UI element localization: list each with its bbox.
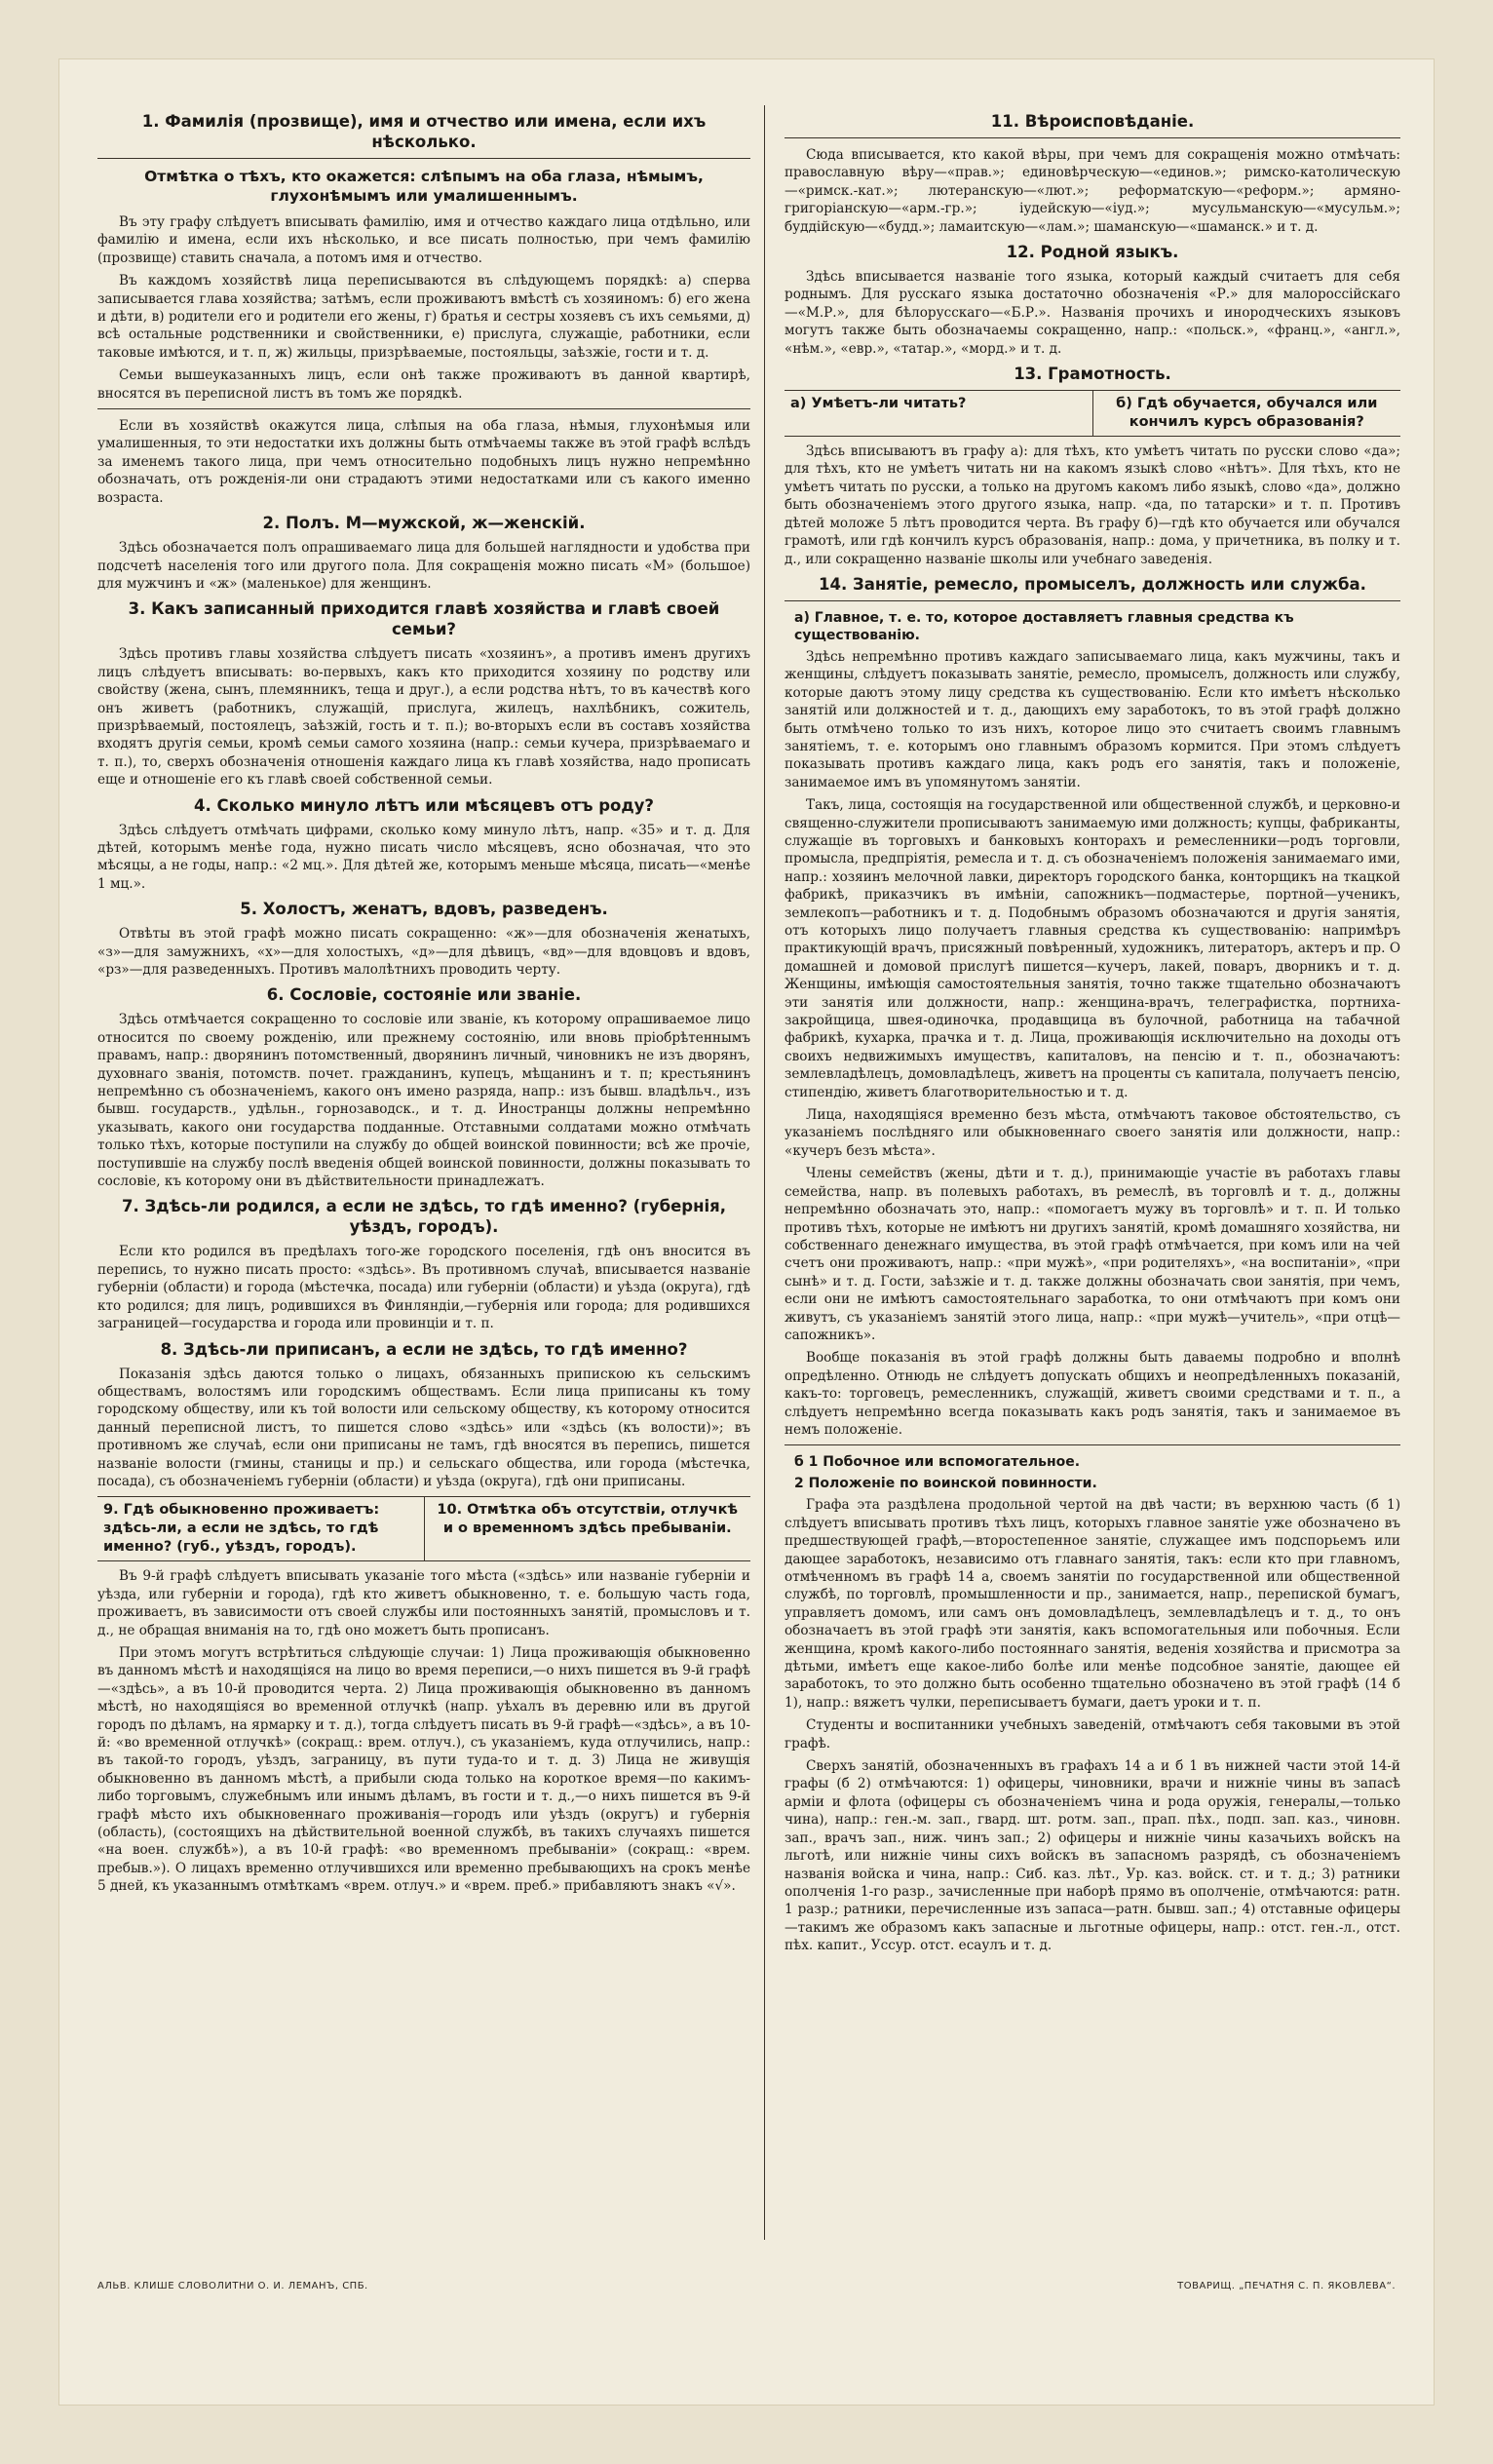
section-13-heading: 13. Грамотность. bbox=[1014, 365, 1171, 384]
paragraph: При этомъ могутъ встрѣтиться слѣдующіе случаи: 1) Лица проживающія обыкновенно въ данномъ мѣстѣ и находящіяся на лицо во время переписи,—о нихъ пишется въ 9-й графѣ—«здѣсь», а въ 10-й проводится черта. 2) Лица проживающія обыкновенно въ данномъ мѣстѣ, но находящіяся во временной отлучкѣ (напр. уѣхалъ въ деревню или въ другой городъ по дѣламъ, на ярмарку и т. д.), тогда слѣдуетъ писать въ 9-й графѣ—«здѣсь», а въ 10-й: «во временной отлучкѣ» (сокращ.: врем. отлуч.), съ указаніемъ, куда отлучились, напр.: въ такой-то городъ, уѣздъ, заграницу, въ пути туда-то и т. д. 3) Лица не живущія обыкновенно въ данномъ мѣстѣ, а прибыли сюда только на короткое время—по какимъ-либо торговымъ, служебнымъ или инымъ дѣламъ, въ гости и т. д.,—о нихъ пишется въ 9-й графѣ мѣсто ихъ обыкновеннаго проживанія—городъ или уѣздъ (округъ) и губернія (область), (состоящихъ на дѣйствительной военной службѣ, въ такихъ случаяхъ пишется «на воен. службѣ»), а въ 10-й графѣ: «во временномъ пребываніи» (сокращ.: «врем. пребыв.»). О лицахъ временно отлучившихся или временно пребывающихъ на срокъ менѣе 5 дней, къ указаннымъ отмѣткамъ «врем. отлуч.» и «врем. преб.» прибавляютъ знакъ «√». bbox=[97, 1644, 750, 1895]
section-13-columns bbox=[785, 390, 1400, 437]
section-5-heading: 5. Холостъ, женатъ, вдовъ, разведенъ. bbox=[240, 900, 608, 919]
paragraph: Такъ, лица, состоящія на государственной или общественной службѣ, и церковно-и священно-служители прописываютъ занимаемую ими должность; купцы, фабриканты, служащіе въ торговыхъ и банковыхъ конторахъ и ремесленники—родъ торговли, промысла, предпріятія, ремесла и т. д. съ обозначеніемъ положенія занимаемаго ими, напр.: хозяинъ мелочной лавки, директоръ городского банка, конторщикъ на ткацкой фабрикѣ, приказчикъ въ имѣніи, сапожникъ—подмастерье, портной—ученикъ, землекопъ—работникъ и т. д. Подобнымъ образомъ обозначаются и другія занятія, отъ которыхъ лицо получаетъ главныя средства къ существованію: напримѣръ практикующій врачъ, присяжный повѣренный, художникъ, литераторъ, актеръ и пр. О домашней и домовой прислугѣ пишется—кучеръ, лакей, поваръ, дворникъ и т. д. Женщины, имѣющія самостоятельныя занятія, точно также тщательно обозначаютъ эти занятія или должности, напр.: женщина-врачъ, телеграфистка, портниха-закройщица, швея-одиночка, продавщица въ булочной, работница на табачной фабрикѣ, кухарка, прачка и т. д. Лица, проживающія исключительно на доходы отъ своихъ недвижимыхъ имуществъ, капиталовъ, на пенсію и т. п., обозначаютъ: землевладѣлецъ, домовладѣлецъ, живетъ на проценты съ капитала, получаетъ пенсію, стипендію, живетъ благотворительностью и т. д. bbox=[785, 797, 1400, 1100]
right-column bbox=[785, 105, 1400, 2240]
paragraph: Здѣсь отмѣчается сокращенно то сословіе или званіе, къ которому опрашиваемое лицо относится по своему рожденію, или прежнему состоянію, или вновь пріобрѣтеннымъ правамъ, напр.: дворянинъ потомственный, дворянинъ личный, чиновникъ не изъ дворянъ, духовнаго званія, потомств. почет. гражданинъ, купецъ, мѣщанинъ и т. п; крестьянинъ непремѣнно съ обозначеніемъ, какого онъ имено разряда, напр.: изъ бывш. владѣльч., изъ бывш. государств., удѣльн., горнозаводск., и т. д. Иностранцы должны непремѣнно указывать, какого они государства подданные. Отставными солдатами можно отмѣчать только тѣхъ, которые поступили на службу до общей воинской повинности; всѣ же прочіе, поступившіе на службу послѣ введенія общей воинской повинности, должны показывать то сословіе, къ которому они въ дѣйствительности принадлежатъ. bbox=[97, 1012, 750, 1190]
section-7-heading: 7. Здѣсь-ли родился, а если не здѣсь, то гдѣ именно? (губернія, уѣздъ, городъ). bbox=[121, 1197, 727, 1237]
paragraph: Въ эту графу слѣдуетъ вписывать фамилію, имя и отчество каждаго лица отдѣльно, или фамилію и имена, если ихъ нѣсколько, и все писать полностью, при чемъ фамилію (прозвище) ставить сначала, а потомъ имя и отчество. bbox=[97, 214, 750, 266]
left-column bbox=[97, 105, 750, 2240]
divider bbox=[97, 158, 750, 159]
section-14-heading: 14. Занятіе, ремесло, промыселъ, должность или служба. bbox=[819, 574, 1366, 594]
section-2-heading: 2. Полъ. М—мужской, ж—женскій. bbox=[262, 514, 586, 533]
section-1-heading: 1. Фамилія (прозвище), имя и отчество или имена, если ихъ нѣсколько. bbox=[141, 112, 707, 151]
paragraph: Если кто родился въ предѣлахъ того-же городского поселенія, гдѣ онъ вносится въ перепись, то нужно писать просто: «здѣсь». Въ противномъ случаѣ, вписывается названіе губерніи (области) и города (мѣстечка, посада) или губерніи (области) и уѣзда (округа), гдѣ кто родился; для лицъ, родившихся въ Финляндіи,—губернія или города; для родившихся заграницей—государства и города или провинціи и т. п. bbox=[97, 1244, 750, 1332]
paragraph: Лица, находящіяся временно безъ мѣста, отмѣчаютъ таковое обстоятельство, съ указаніемъ послѣдняго или обыкновеннаго своего занятія или должности, напр.: «кучеръ безъ мѣста». bbox=[785, 1107, 1400, 1159]
section-14a-subheading: а) Главное, т. е. то, которое доставляетъ главныя средства къ существованію. bbox=[794, 609, 1294, 643]
paragraph: Показанія здѣсь даются только о лицахъ, обязанныхъ припискою къ сельскимъ обществамъ, волостямъ или городскимъ обществамъ. Если лица приписаны къ тому городскому обществу, или къ той волости или сельскому обществу, къ которому относится данный переписной листъ, то пишется слово «здѣсь» или «здѣсь (къ волости)»; въ противномъ же случаѣ, если они приписаны не тамъ, гдѣ вносятся въ перепись, пишется названіе волости (гмины, станицы и пр.) и сельскаго общества, или города (мѣстечка, посада), съ обозначеніемъ губерніи (области) и уѣзда (округа), гдѣ они приписаны. bbox=[97, 1366, 750, 1489]
section-9-10-heading bbox=[97, 1496, 750, 1561]
section-1-note: Отмѣтка о тѣхъ, кто окажется: слѣпымъ на оба глаза, нѣмымъ, глухонѣмымъ или умалишеннымъ. bbox=[144, 168, 704, 205]
divider bbox=[785, 600, 1400, 601]
paragraph: Студенты и воспитанники учебныхъ заведеній, отмѣчаютъ себя таковыми въ этой графѣ. bbox=[785, 1717, 1400, 1752]
section-8-heading: 8. Здѣсь-ли приписанъ, а если не здѣсь, то гдѣ именно? bbox=[160, 1339, 688, 1359]
section-14b1-label: б 1 Побочное или вспомогательное. bbox=[794, 1454, 1081, 1471]
census-instruction-sheet bbox=[58, 58, 1435, 2406]
section-3-heading: 3. Какъ записанный приходится главѣ хозяйства и главѣ своей семьи? bbox=[128, 599, 720, 639]
paragraph: Въ каждомъ хозяйствѣ лица переписываются въ слѣдующемъ порядкѣ: а) сперва записывается глава хозяйства; затѣмъ, если проживаютъ вмѣстѣ съ хозяиномъ: б) его жена и дѣти, в) родители его и родители его жены, г) братья и сестры хозяевъ съ ихъ семьями, д) всѣ остальные родственники и свойственники, е) прислуга, служащіе, работники, если таковые имѣются, и т. п, ж) жильцы, призрѣваемые, постояльцы, заѣзжіе, гости и т. д. bbox=[97, 273, 750, 361]
section-10-heading: 10. Отмѣтка объ отсутствіи, отлучкѣ и о временномъ здѣсь пребываніи. bbox=[424, 1497, 751, 1560]
paragraph: Отвѣты въ этой графѣ можно писать сокращенно: «ж»—для обозначенія женатыхъ, «з»—для замужнихъ, «х»—для холостыхъ, «д»—для дѣвицъ, «вд»—для вдовцовъ и вдовъ, «рз»—для разведенныхъ. Противъ малолѣтнихъ проводить черту. bbox=[97, 926, 750, 978]
paragraph: Здѣсь слѣдуетъ отмѣчать цифрами, сколько кому минуло лѣтъ, напр. «35» и т. д. Для дѣтей, которымъ менѣе года, нужно писать число мѣсяцевъ, ясно обозначая, что это мѣсяцы, а не годы, напр.: «2 мц.». Для дѣтей же, которымъ меньше мѣсяца, писать—«менѣе 1 мц.». bbox=[97, 822, 750, 892]
divider bbox=[785, 1444, 1400, 1445]
footer-left-imprint: АЛЬВ. КЛИШЕ СЛОВОЛИТНИ О. И. ЛЕМАНЪ, СПБ. bbox=[97, 2281, 368, 2291]
divider bbox=[97, 408, 750, 409]
paragraph: Здѣсь противъ главы хозяйства слѣдуетъ писать «хозяинъ», а противъ именъ другихъ лицъ слѣдуетъ вписывать: во-первыхъ, какъ кто приходится хозяину по родству или свойству (жена, сынъ, племянникъ, теща и друг.), а если родства нѣтъ, то въ качествѣ кого онъ живетъ (работникъ, служащій, прислуга, жилецъ, нахлѣбникъ, сожитель, призрѣваемый, постоялецъ, заѣзжій, гость и т. п.); во-вторыхъ если въ составъ хозяйства входятъ другія семьи, кромѣ семьи самого хозяина (напр.: семьи кучера, призрѣваемаго и т. п.), то, сверхъ обозначенія отношенія каждаго лица къ главѣ хозяйства, надо прописать еще и отношеніе его къ главѣ своей собственной семьи. bbox=[97, 646, 750, 789]
section-14b2-label: 2 Положеніе по воинской повинности. bbox=[794, 1476, 1097, 1492]
paragraph: Въ 9-й графѣ слѣдуетъ вписывать указаніе того мѣста («здѣсь» или названіе губерніи и уѣзда, или губерніи и города), гдѣ кто живетъ обыкновенно, т. е. большую часть года, проживаетъ, въ зависимости отъ своей службы или постоянныхъ занятій, промысловъ и т. д., не обращая вниманія на то, гдѣ оно можетъ быть прописанъ. bbox=[97, 1568, 750, 1638]
paragraph: Здѣсь обозначается полъ опрашиваемаго лица для большей наглядности и удобства при подсчетѣ населенія того или другого пола. Для сокращенія можно писать «М» (большое) для мужчинъ и «ж» (маленькое) для женщинъ. bbox=[97, 540, 750, 592]
paragraph: Здѣсь вписывается названіе того языка, который каждый считаетъ для себя роднымъ. Для русскаго языка достаточно обозначенія «Р.» для малороссійскаго—«М.Р.», для бѣлорусскаго—«Б.Р.». Названія прочихъ и инородческихъ языковъ могутъ также быть обозначаемы сокращенно, напр.: «польск.», «франц.», «англ.», «нѣм.», «евр.», «татар.», «морд.» и т. д. bbox=[785, 269, 1400, 357]
paragraph: Сюда вписывается, кто какой вѣры, при чемъ для сокращенія можно отмѣчать: православную вѣру—«прав.»; единовѣрческую—«единов.»; римско-католическую—«римск.-кат.»; лютеранскую—«лют.»; реформатскую—«реформ.»; армяно-григоріанскую—«арм.-гр.»; іудейскую—«іуд.»; мусульманскую—«мусульм.»; буддійскую—«будд.»; ламаитскую—«лам.»; шаманскую—«шаманск.» и т. д. bbox=[785, 147, 1400, 235]
section-9-heading: 9. Гдѣ обыкновенно проживаетъ: здѣсь-ли, а если не здѣсь, то гдѣ именно? (губ., уѣздъ, городъ). bbox=[103, 1502, 380, 1556]
paragraph: Если въ хозяйствѣ окажутся лица, слѣпыя на оба глаза, нѣмыя, глухонѣмыя или умалишенныя, то эти недостатки ихъ должны быть отмѣчаемы также въ этой графѣ вслѣдъ за именемъ такого лица, при чемъ относительно подобныхъ лицъ нужно непремѣнно обозначать, отъ рожденія-ли они страдаютъ этими недостатками или съ какого именно возраста. bbox=[97, 418, 750, 506]
section-13a-heading: а) Умѣетъ-ли читать? bbox=[790, 396, 967, 412]
section-4-heading: 4. Сколько минуло лѣтъ или мѣсяцевъ отъ роду? bbox=[193, 795, 655, 815]
paragraph: Семьи вышеуказанныхъ лицъ, если онѣ также проживаютъ въ данной квартирѣ, вносятся въ переписной листъ въ томъ же порядкѣ. bbox=[97, 367, 750, 402]
paragraph: Здѣсь вписываютъ въ графу а): для тѣхъ, кто умѣетъ читать по русски слово «да»; для тѣхъ, кто не умѣетъ читать ни на какомъ языкѣ слово «нѣтъ». Для тѣхъ, кто не умѣетъ читать по русски, а только на другомъ какомъ либо языкѣ, слово «да», должно быть обозначеніемъ этого другого языка, напр. «да, по татарски» и т. п. Противъ дѣтей моложе 5 лѣтъ проводится черта. Въ графу б)—гдѣ кто обучается или обучался грамотѣ, или гдѣ кончилъ курсъ образованія, напр.: дома, у причетника, въ полку и т. д., или сокращенно названіе школы или учебнаго заведенія. bbox=[785, 443, 1400, 567]
section-12-heading: 12. Родной языкъ. bbox=[1006, 243, 1179, 262]
divider bbox=[785, 137, 1400, 138]
column-divider bbox=[764, 105, 765, 2240]
paragraph: Вообще показанія въ этой графѣ должны быть даваемы подробно и вполнѣ опредѣленно. Отнюдь не слѣдуетъ допускать общихъ и неопредѣленныхъ показаній, какъ-то: торговецъ, ремесленникъ, служащій, живетъ своими средствами и т. п., а слѣдуетъ непремѣнно всегда показывать какъ родъ занятія, такъ и занимаемое въ немъ положеніе. bbox=[785, 1350, 1400, 1438]
paragraph: Графа эта раздѣлена продольной чертой на двѣ части; въ верхнюю часть (б 1) слѣдуетъ вписывать противъ тѣхъ лицъ, которыхъ главное занятіе уже обозначено въ предшествующей графѣ,—второстепенное занятіе, служащее имъ подспорьемъ или дающее заработокъ, независимо отъ главнаго занятія, такъ: если кто при главномъ, отмѣченномъ въ графѣ 14 а, своемъ занятіи по государственной или общественной службѣ, по торговлѣ, промышленности и пр., занимается, напр., перепиской бумагъ, управляетъ домомъ, или самъ онъ домовладѣлецъ, землевладѣлецъ и т. д., то онъ обозначаетъ въ этой графѣ эти занятія, какъ вспомогательныя или побочныя. Если женщина, кромѣ какого-либо постояннаго занятія, веденія хозяйства и присмотра за дѣтьми, имѣетъ еще какое-либо болѣе или менѣе подсобное занятіе, дающее ей заработокъ, то это должно быть особенно тщательно обозначено въ этой графѣ (14 б 1), напр.: вяжетъ чулки, переписываетъ бумаги, даетъ уроки и т. п. bbox=[785, 1497, 1400, 1711]
footer-right-imprint: ТОВАРИЩ. „ПЕЧАТНЯ С. П. ЯКОВЛЕВА“. bbox=[1177, 2281, 1396, 2291]
section-11-heading: 11. Вѣроисповѣданіе. bbox=[990, 112, 1195, 131]
section-6-heading: 6. Сословіе, состояніе или званіе. bbox=[266, 985, 582, 1005]
paragraph: Здѣсь непремѣнно противъ каждаго записываемаго лица, какъ мужчины, такъ и женщины, слѣдуетъ показывать занятіе, ремесло, промыселъ, должность или службу, которые даютъ этому лицу средства къ существованію. Если кто имѣетъ нѣсколько занятій или должностей и т. д., дающихъ ему заработокъ, то въ этой графѣ должно быть отмѣчено только то изъ нихъ, которое лицо это считаетъ своимъ главнымъ занятіемъ, т. е. которымъ оно главнымъ образомъ кормится. При этомъ слѣдуетъ показывать противъ каждаго лица, какъ родъ его занятія, такъ и положеніе, занимаемое имъ въ упомянутомъ занятіи. bbox=[785, 648, 1400, 790]
paragraph: Члены семействъ (жены, дѣти и т. д.), принимающіе участіе въ работахъ главы семейства, напр. въ полевыхъ работахъ, въ ремеслѣ, въ торговлѣ и т. д., должны непремѣнно обозначать это, напр.: «помогаетъ мужу въ торговлѣ» и т. п. И только противъ тѣхъ, которые не имѣютъ ни другихъ занятій, кромѣ домашняго хозяйства, ни собственнаго денежнаго имущества, въ этой графѣ отмѣчается, при комъ или на чей счетъ они проживаютъ, напр.: «при мужѣ», «при родителяхъ», «на воспитаніи», «при сынѣ» и т. д. Гости, заѣзжіе и т. д. также должны обозначать свои занятія, при чемъ, если они не имѣютъ самостоятельнаго заработка, то они отмѣчаютъ при комъ они живутъ, съ указаніемъ занятій этого лица, напр.: «при мужѣ—учитель», «при отцѣ—сапожникъ». bbox=[785, 1166, 1400, 1343]
section-13b-heading: б) Гдѣ обучается, обучался или кончилъ курсъ образованія? bbox=[1092, 391, 1401, 436]
paragraph: Сверхъ занятій, обозначенныхъ въ графахъ 14 а и б 1 въ нижней части этой 14-й графы (б 2) отмѣчаются: 1) офицеры, чиновники, врачи и нижніе чины въ запасѣ арміи и флота (офицеры съ обозначеніемъ чина и рода оружія, генералы,—только чина), напр.: ген.-м. зап., гвард. шт. ротм. зап., прап. пѣх., подп. зап. каз., чиновн. зап., врачъ зап., ниж. чинъ зап.; 2) офицеры и нижніе чины казачьихъ войскъ на льготѣ, или нижніе чины сихъ войскъ въ запасномъ разрядѣ, съ обозначеніемъ названія войска и чина, напр.: Сиб. каз. лѣт., Ур. каз. войск. ст. и т. д.; 3) ратники ополченія 1-го разр., зачисленные при наборѣ прямо въ ополченіе, отмѣчаются: ратн. 1 разр.; ратники, перечисленные изъ запаса—ратн. бывш. зап.; 4) отставные офицеры—такимъ же образомъ какъ запасные и льготные офицеры, напр.: отст. ген.-л., отст. пѣх. капит., Уссур. отст. есаулъ и т. д. bbox=[785, 1758, 1400, 1954]
